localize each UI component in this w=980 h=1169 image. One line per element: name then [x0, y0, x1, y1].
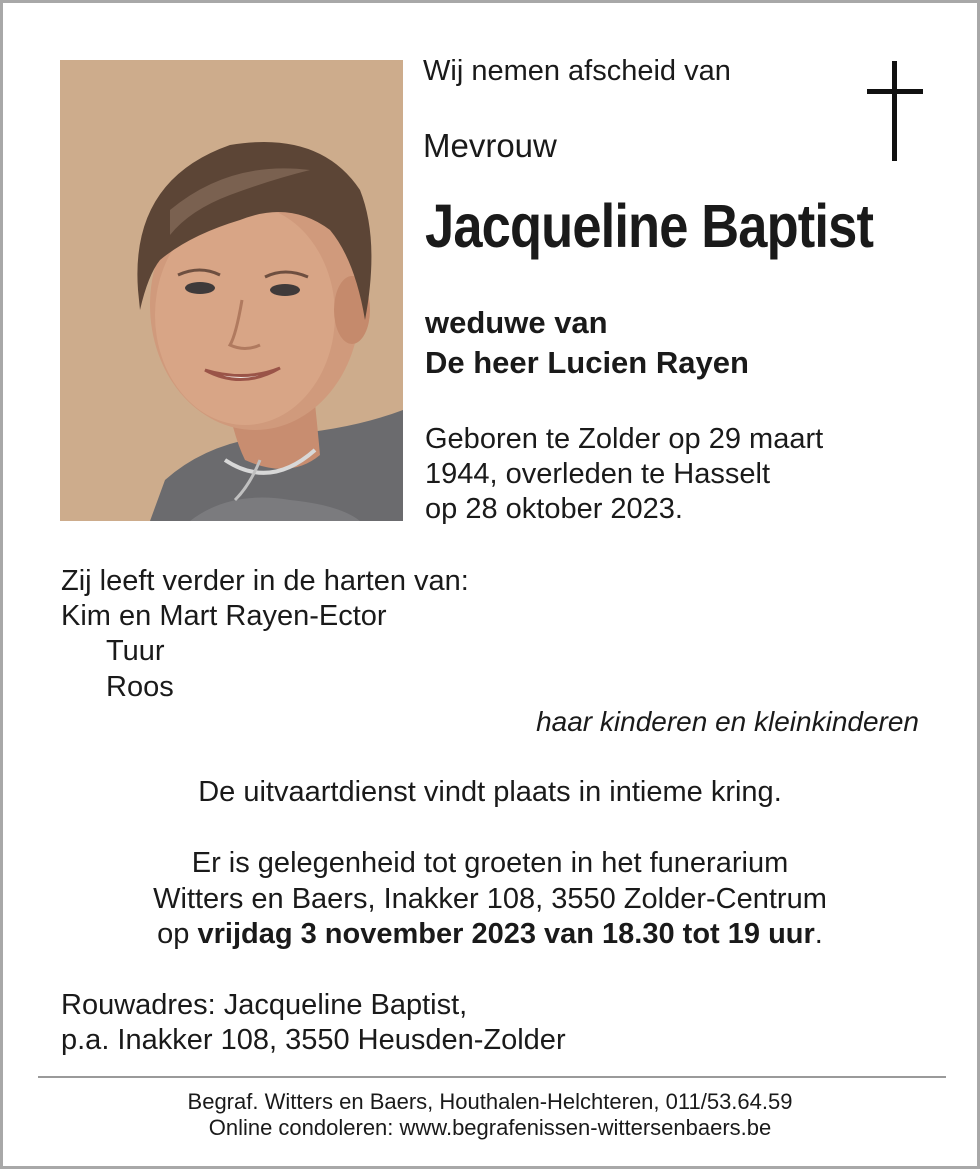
online-condolence-link[interactable]: Online condoleren: www.begrafenissen-wittersenbaers.be	[208, 1115, 772, 1140]
family-relation: haar kinderen en kleinkinderen	[536, 706, 919, 737]
visitation-suffix: .	[814, 918, 823, 950]
birth-line-2: 1944, overleden te Hasselt	[425, 458, 770, 490]
visitation-prefix: op	[157, 918, 198, 950]
birth-death-info	[425, 422, 823, 527]
service-text: De uitvaartdienst vindt plaats in intieme kring.	[198, 776, 782, 808]
widow-label: weduwe van	[425, 305, 608, 340]
honorific-title: Mevrouw	[423, 127, 557, 164]
funeral-home-info: Begraf. Witters en Baers, Houthalen-Helchteren, 011/53.64.59	[187, 1089, 793, 1114]
family-intro: Zij leeft verder in de harten van:	[61, 565, 469, 597]
family-member: Tuur	[106, 635, 165, 667]
visitation-line-1: Er is gelegenheid tot groeten in het funerarium	[191, 847, 789, 879]
visitation-line-2: Witters en Baers, Inakker 108, 3550 Zolder-Centrum	[153, 883, 827, 915]
spouse-name: De heer Lucien Rayen	[425, 345, 749, 380]
mourning-address-line-1: Rouwadres: Jacqueline Baptist,	[61, 989, 468, 1021]
family-member: Roos	[106, 671, 174, 703]
mourning-address-line-2: p.a. Inakker 108, 3550 Heusden-Zolder	[61, 1024, 566, 1056]
cross-icon	[867, 61, 923, 161]
visitation-date: vrijdag 3 november 2023 van 18.30 tot 19 uur	[197, 918, 815, 950]
deceased-name: Jacqueline Baptist	[425, 192, 874, 260]
portrait-photo	[60, 60, 403, 521]
intro-text: Wij nemen afscheid van	[423, 55, 731, 87]
footer-divider	[38, 1076, 946, 1078]
family-member: Kim en Mart Rayen-Ector	[61, 600, 387, 632]
visitation-line-3	[3, 918, 977, 951]
birth-line-1: Geboren te Zolder op 29 maart	[425, 423, 824, 455]
birth-line-3: op 28 oktober 2023.	[425, 493, 683, 525]
